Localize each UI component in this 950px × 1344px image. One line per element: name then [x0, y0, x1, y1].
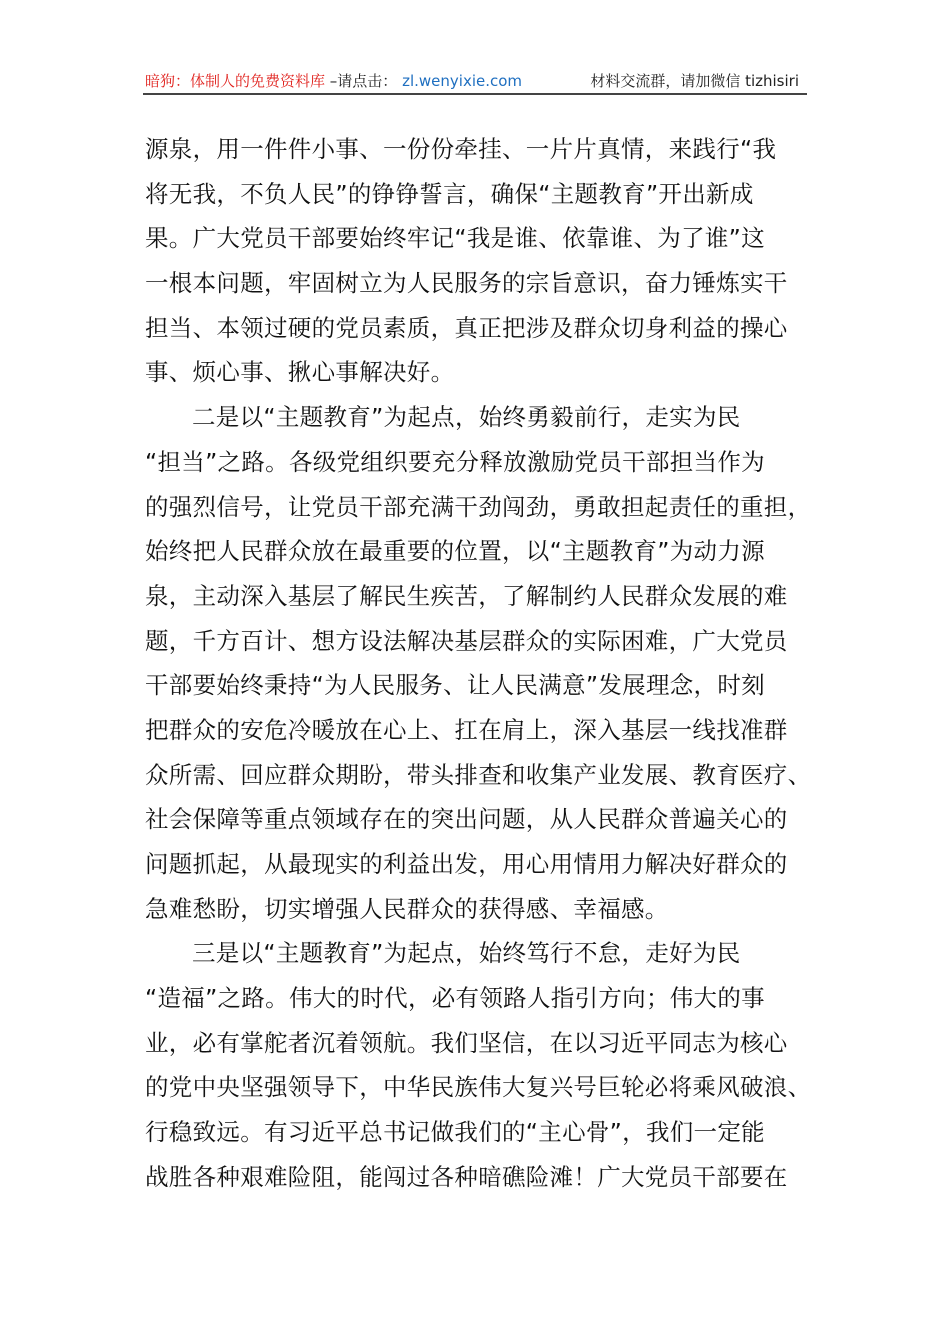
- header-note: 材料交流群，请加微信 tizhisiri: [590, 72, 799, 90]
- document-body: [145, 127, 810, 1200]
- text-line: 一根本问题，牢固树立为人民服务的宗旨意识，奋力锤炼实干: [145, 269, 788, 298]
- text-line: 问题抓起，从最现实的利益出发，用心用情用力解决好群众的: [145, 850, 788, 878]
- page-header: [145, 70, 807, 92]
- text-line: 社会保障等重点领域存在的突出问题，从人民群众普遍关心的: [145, 805, 788, 834]
- text-line: 将无我，不负人民”的铮铮誓言，确保“主题教育”开出新成: [145, 179, 754, 208]
- header-link[interactable]: zl.wenyixie.com: [402, 72, 523, 90]
- text-line: 战胜各种艰难险阻，能闯过各种暗礁险滩！广大党员干部要在: [145, 1162, 788, 1191]
- text-line: 事、烦心事、揪心事解决好。: [145, 358, 455, 387]
- text-line: 果。广大党员干部要始终牢记“我是谁、依靠谁、为了谁”这: [145, 224, 765, 253]
- text-line: 干部要始终秉持“为人民服务、让人民满意”发展理念，时刻: [145, 671, 765, 700]
- text-line: 三是以“主题教育”为起点，始终笃行不怠，走好为民: [192, 939, 741, 968]
- text-line: 把群众的安危冷暖放在心上、扛在肩上，深入基层一线找准群: [145, 715, 788, 744]
- text-line: 众所需、回应群众期盼，带头排查和收集产业发展、教育医疗、: [145, 760, 812, 789]
- text-line: 泉，主动深入基层了解民生疾苦，了解制约人民群众发展的难: [145, 581, 788, 610]
- header-brand: 暗狗：体制人的免费资料库: [145, 72, 326, 90]
- header-divider: [143, 93, 807, 95]
- text-line: 二是以“主题教育”为起点，始终勇毅前行，走实为民: [192, 403, 741, 432]
- text-line: 的强烈信号，让党员干部充满干劲闯劲，勇敢担起责任的重担，: [145, 492, 812, 521]
- header-prompt: –请点击：: [329, 72, 398, 90]
- text-line: “造福”之路。伟大的时代，必有领路人指引方向；伟大的事: [145, 984, 765, 1013]
- text-line: 的党中央坚强领导下，中华民族伟大复兴号巨轮必将乘风破浪、: [145, 1073, 812, 1102]
- text-line: 急难愁盼，切实增强人民群众的获得感、幸福感。: [145, 894, 669, 923]
- text-line: 行稳致远。有习近平总书记做我们的“主心骨”，我们一定能: [145, 1118, 765, 1147]
- text-line: 业，必有掌舵者沉着领航。我们坚信，在以习近平同志为核心: [145, 1028, 788, 1057]
- text-line: 题，千方百计、想方设法解决基层群众的实际困难，广大党员: [145, 626, 788, 655]
- text-line: 源泉，用一件件小事、一份份牵挂、一片片真情，来践行“我: [145, 135, 777, 163]
- text-line: “担当”之路。各级党组织要充分释放激励党员干部担当作为: [145, 447, 765, 476]
- text-line: 担当、本领过硬的党员素质，真正把涉及群众切身利益的操心: [145, 313, 788, 342]
- text-line: 始终把人民群众放在最重要的位置，以“主题教育”为动力源: [145, 537, 765, 566]
